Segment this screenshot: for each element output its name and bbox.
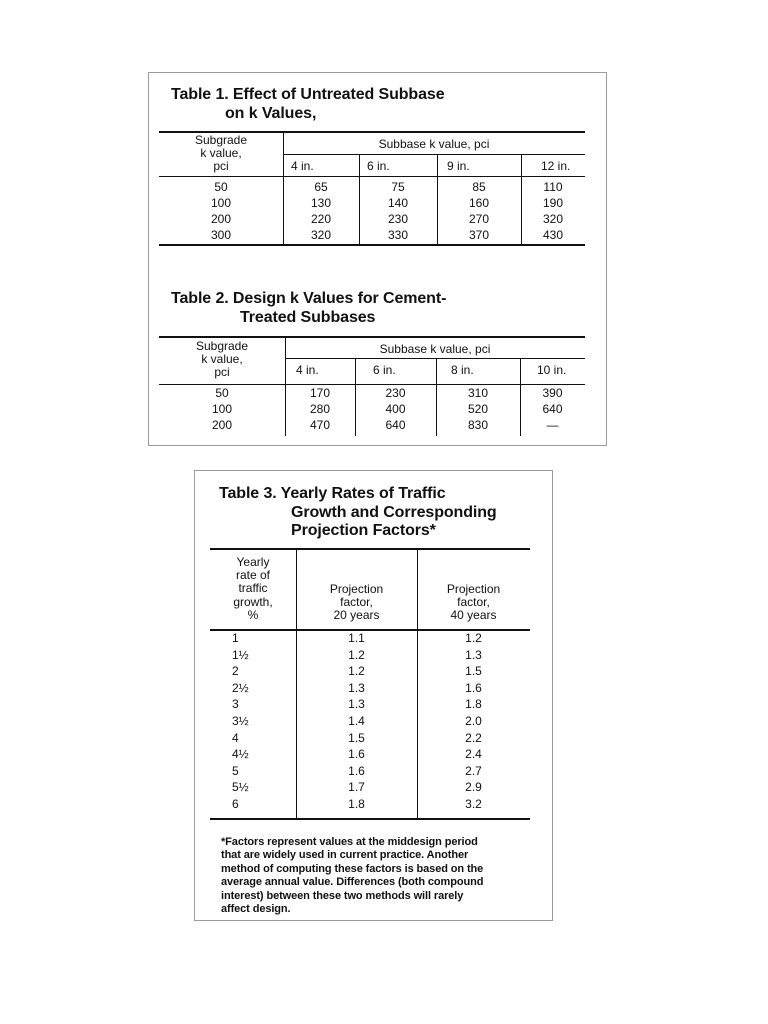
table-1-row <box>159 195 585 211</box>
table-1 <box>159 131 585 251</box>
table-1-cell: 370 <box>468 228 490 242</box>
table-3-header-line: growth, <box>233 594 273 609</box>
table-1-cell: 230 <box>387 212 409 226</box>
table-3-row <box>210 779 530 796</box>
table-2-cell: 390 <box>542 386 563 400</box>
table-3-panel <box>194 470 553 921</box>
table-2-cell: 230 <box>385 386 406 400</box>
table-3-factor-20-cell: 1.1 <box>348 631 365 645</box>
table-2-top-rule <box>159 336 585 338</box>
table-3-header-20yr <box>296 583 417 623</box>
table-3-rate-cell: 5 <box>232 763 239 778</box>
table-3-title-line-3: Projection Factors* <box>291 522 436 539</box>
table-2-cell: 470 <box>309 418 331 432</box>
table-1-cell: 320 <box>542 212 564 226</box>
table-3-header-line: % <box>247 607 259 622</box>
table-2-group-header: Subbase k value, pci <box>379 342 491 356</box>
table-2-title-line-2: Treated Subbases <box>240 309 376 326</box>
table-3-title <box>219 485 497 541</box>
table-1-title-line-2: on k Values, <box>225 105 317 122</box>
table-2-row-header-line: pci <box>214 365 230 379</box>
table-3-row <box>210 647 530 664</box>
table-2-cell: — <box>546 418 559 432</box>
table-2-group-rule <box>285 358 585 359</box>
table-1-column-header: 12 in. <box>541 159 571 173</box>
table-1-cell: 65 <box>314 180 328 194</box>
table-3-factor-20-cell: 1.3 <box>348 680 365 695</box>
table-3-factor-40-cell: 1.5 <box>465 664 482 679</box>
table-3-factor-40-cell: 2.9 <box>465 780 482 795</box>
table-3-header-rate <box>210 556 296 622</box>
table-3-rate-cell: 1½ <box>232 647 249 662</box>
table-1-cell: 430 <box>542 228 564 242</box>
table-2-body <box>159 385 585 436</box>
footnote-line: that are widely used in current practice. Another <box>221 849 469 862</box>
table-3-header-line: traffic <box>238 581 268 596</box>
table-1-column-header: 4 in. <box>291 159 314 173</box>
table-3-title-line-2: Growth and Corresponding <box>291 503 497 521</box>
table-3-rate-cell: 3 <box>232 697 239 712</box>
table-1-cell: 220 <box>310 212 332 226</box>
table-3-factor-20-cell: 1.7 <box>348 780 365 795</box>
table-3-factor-40-cell: 1.6 <box>465 680 482 695</box>
table-3-header-line: Projection <box>329 582 384 596</box>
table-3-factor-40-cell: 3.2 <box>465 797 482 811</box>
table-3-rate-cell: 2½ <box>232 680 249 695</box>
table-1-column-header: 9 in. <box>447 159 470 173</box>
table-3-rate-cell: 4½ <box>232 747 249 762</box>
table-3-factor-20-cell: 1.3 <box>348 697 365 712</box>
table-1-cell: 85 <box>472 180 486 194</box>
table-1-row-header-line: Subgrade <box>194 133 248 147</box>
table-3-row <box>210 730 530 747</box>
footnote-line: affect design. <box>221 903 291 916</box>
table-3-factor-20-cell: 1.4 <box>348 714 365 728</box>
table-3-bottom-rule <box>210 818 530 820</box>
table-1-cell: 140 <box>387 196 409 210</box>
footnote-line: *Factors represent values at the middesign period <box>221 836 478 848</box>
table-2-row-header <box>159 340 285 379</box>
table-1-row-header <box>159 134 283 173</box>
table-3-factor-20-cell: 1.8 <box>348 797 365 811</box>
table-1-group-rule <box>283 154 585 155</box>
table-2-cell: 830 <box>467 418 489 432</box>
table-2-column-header: 4 in. <box>296 363 319 377</box>
table-3-factor-40-cell: 2.7 <box>465 763 482 778</box>
table-3-rate-cell: 4 <box>232 730 239 745</box>
table-1-subgrade-cell: 50 <box>214 180 228 194</box>
table-3-header-line: 20 years <box>333 608 380 623</box>
table-3-rate-cell: 3½ <box>232 714 249 728</box>
footnote-line: average annual value. Differences (both compound <box>221 876 484 889</box>
table-2-cell: 170 <box>309 386 331 400</box>
tables-1-2-panel <box>148 72 607 446</box>
table-3-header-line: factor, <box>340 595 373 610</box>
table-3-factor-20-cell: 1.2 <box>348 664 365 679</box>
table-3-header-40yr <box>417 583 530 623</box>
table-1-row-header-line: pci <box>213 159 229 173</box>
footnote-line: method of computing these factors is based on the <box>221 862 484 875</box>
table-3-header-line: rate of <box>235 568 271 583</box>
table-2-cell: 310 <box>467 386 489 400</box>
table-2-cell: 520 <box>467 402 489 416</box>
table-3-rate-cell: 5½ <box>232 780 249 795</box>
table-3-row <box>210 713 530 730</box>
table-2-row <box>159 417 585 433</box>
table-3-row <box>210 630 530 647</box>
table-1-subgrade-cell: 300 <box>210 228 232 242</box>
footnote-line: interest) between these two methods will rarely <box>221 889 464 902</box>
table-3-factor-40-cell: 2.0 <box>465 714 482 728</box>
table-3-factor-20-cell: 1.5 <box>348 730 365 745</box>
table-3-factor-20-cell: 1.6 <box>348 747 365 762</box>
table-1-group-header: Subbase k value, pci <box>378 137 490 151</box>
table-3-factor-40-cell: 1.3 <box>465 647 482 662</box>
table-3-header-line: factor, <box>457 595 490 610</box>
table-1-row <box>159 211 585 227</box>
table-3-row <box>210 680 530 697</box>
table-2-row <box>159 401 585 417</box>
table-1-cell: 160 <box>468 196 490 210</box>
table-2 <box>159 336 585 438</box>
table-3-row <box>210 696 530 713</box>
table-2-cell: 640 <box>542 402 563 416</box>
table-1-cell: 270 <box>468 212 490 226</box>
table-1-body <box>159 179 585 243</box>
table-3-row <box>210 763 530 780</box>
table-3-factor-40-cell: 2.4 <box>465 747 482 762</box>
table-3-header-line: Yearly <box>236 555 270 569</box>
table-1-cell: 330 <box>387 228 409 242</box>
table-3-factor-20-cell: 1.6 <box>348 763 365 778</box>
table-2-title-line-1: Table 2. Design k Values for Cement- <box>171 290 447 307</box>
table-3-body <box>210 630 530 814</box>
table-3-rate-cell: 2 <box>232 664 239 679</box>
table-2-subgrade-cell: 50 <box>215 386 229 400</box>
table-1-row <box>159 227 585 243</box>
table-3-row <box>210 796 530 813</box>
table-1-subgrade-cell: 100 <box>210 196 232 210</box>
table-2-subgrade-cell: 200 <box>211 418 233 432</box>
table-3-factor-40-cell: 2.2 <box>465 730 482 745</box>
table-1-cell: 320 <box>310 228 332 242</box>
table-3-rate-cell: 1 <box>232 631 239 645</box>
table-3-header-line: 40 years <box>450 608 497 623</box>
table-3-top-rule <box>210 548 530 550</box>
table-1-cell: 130 <box>310 196 332 210</box>
table-3-title-line-1: Table 3. Yearly Rates of Traffic <box>219 485 446 502</box>
table-1-cell: 75 <box>391 180 405 194</box>
table-2-title <box>171 289 446 327</box>
table-3-row <box>210 746 530 763</box>
table-3 <box>210 548 530 820</box>
table-3-rate-cell: 6 <box>232 797 239 811</box>
table-2-row-header-line: Subgrade <box>195 339 249 353</box>
table-1-column-header: 6 in. <box>367 159 390 173</box>
table-1-title-line-1: Table 1. Effect of Untreated Subbase <box>171 86 445 103</box>
table-2-cell: 400 <box>385 402 406 416</box>
table-1-cell: 110 <box>543 180 563 194</box>
table-2-cell: 280 <box>309 402 331 416</box>
table-1-subgrade-cell: 200 <box>210 212 232 226</box>
table-1-cell: 190 <box>542 196 564 210</box>
table-2-row-header-line: k value, <box>201 352 243 366</box>
table-2-column-header: 10 in. <box>537 363 567 377</box>
table-2-column-header: 8 in. <box>451 363 474 377</box>
table-2-row <box>159 385 585 401</box>
table-1-row-header-line: k value, <box>200 146 242 160</box>
table-3-factor-40-cell: 1.8 <box>465 697 482 712</box>
table-3-factor-40-cell: 1.2 <box>465 631 482 645</box>
table-3-row <box>210 663 530 680</box>
table-3-header-line: Projection <box>446 582 501 596</box>
table-3-footnote <box>221 836 483 916</box>
table-3-factor-20-cell: 1.2 <box>348 647 365 662</box>
table-1-title <box>171 85 445 123</box>
table-2-cell: 640 <box>385 418 406 432</box>
table-2-subgrade-cell: 100 <box>211 402 233 416</box>
table-1-row <box>159 179 585 195</box>
table-2-column-header: 6 in. <box>373 363 396 377</box>
